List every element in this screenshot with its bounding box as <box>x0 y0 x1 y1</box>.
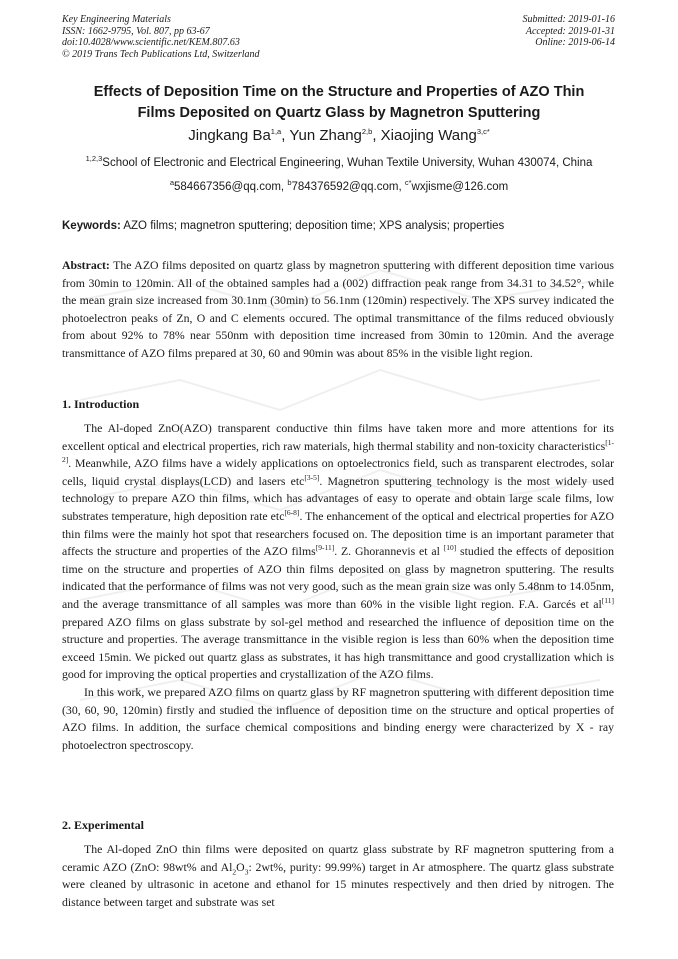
email-marker: c* <box>404 178 412 188</box>
author-marker: 2,b <box>361 127 373 136</box>
email-marker: b <box>287 178 292 188</box>
abstract-label: Abstract: <box>62 258 110 272</box>
paragraph-text: The Al-doped ZnO(AZO) transparent conductive thin films have taken more and more attentions for its excellent optical and electrical properties, rich raw materials, high thermal stability and non-toxicity characteristics <box>62 421 614 453</box>
author-marker: 3,c* <box>476 127 490 136</box>
author-name: Xiaojing Wang <box>380 127 477 144</box>
keywords-label: Keywords: <box>62 220 121 232</box>
paragraph-text: O <box>236 859 245 874</box>
citation-ref[interactable]: [9-11] <box>315 543 335 553</box>
paragraph-text: . Z. Ghorannevis et al <box>334 544 444 559</box>
journal-doi: doi:10.4028/www.scientific.net/KEM.807.63 <box>62 37 240 48</box>
paragraph-text: : 2wt%, purity: 99.99%) target in Ar atmosphere. The quartz glass substrate were cleaned by ultrasonic in acetone and ethanol for 15 minutes respectively and then dried by nitrogen. The distance between target and substrate was set <box>62 859 614 909</box>
email-marker: a <box>169 178 174 188</box>
section-heading-experimental: 2. Experimental <box>62 818 144 832</box>
subscript: 3 <box>244 866 249 876</box>
paper-title-line-2: Films Deposited on Quartz Glass by Magnetron Sputtering <box>137 105 541 121</box>
paragraph-text: . The enhancement of the optical and electrical properties for AZO thin films were the mainly hot spot that researchers focused on. The deposition time is an important parameter that affects the structure and properties of the AZO films <box>62 508 614 559</box>
abstract <box>62 257 614 363</box>
paragraph-text: . Magnetron sputtering technology is the most widely used technology to prepare AZO thin films, which has advantages of easy to operate and obtain large scale films, low substrates temperature, high deposition rate etc <box>62 473 614 523</box>
journal-issn: ISSN: 1662-9795, Vol. 807, pp 63-67 <box>62 25 210 37</box>
paragraph <box>62 841 614 911</box>
citation-ref[interactable]: [1-2] <box>62 437 614 465</box>
journal-header <box>62 14 260 60</box>
paper-title-line-1: Effects of Deposition Time on the Structure and Properties of AZO Thin <box>93 84 585 100</box>
journal-copyright: © 2019 Trans Tech Publications Ltd, Switzerland <box>62 48 260 60</box>
author-separator: , <box>372 127 381 144</box>
online-date: Online: 2019-06-14 <box>535 37 615 48</box>
affiliation-text: School of Electronic and Electrical Engineering, Wuhan Textile University, Wuhan 430074, China <box>102 157 593 169</box>
author-name: Yun Zhang <box>289 127 362 144</box>
experimental-body <box>62 841 614 911</box>
publication-dates <box>523 14 616 49</box>
paragraph-text: . Meanwhile, AZO films have a widely applications on optoelectronics field, such as transparent electrodes, solar cells, liquid crystal displays(LCD) and lasers etc <box>62 456 614 488</box>
citation-ref[interactable]: [3-5] <box>304 472 320 482</box>
affiliation <box>50 156 628 170</box>
email-link[interactable]: 784376592@qq.com, <box>291 181 405 193</box>
keywords <box>62 219 614 233</box>
email-link[interactable]: wxjisme@126.com <box>411 181 509 193</box>
introduction-body <box>62 420 614 754</box>
journal-name: Key Engineering Materials <box>62 14 171 25</box>
abstract-text: The AZO films deposited on quartz glass by magnetron sputtering with different deposition time various from 30min to 120min. All of the obtained samples had a (002) diffraction peak range from 34.31 to 34.52°, while the mean grain size increased from 30.1nm (30min) to 56.1nm (120min) respectively. The XPS survey indicated the photoelectron peaks of Zn, O and C elements occured. The optimal transmittance of the films reduced obviously from about 92% to 78% near 550nm with deposition time increased from 30min to 120min. And the average transmittance of AZO films prepared at 30, 60 and 90min was about 85% in the visible light region. <box>62 258 614 360</box>
citation-ref[interactable]: [6-8] <box>284 508 300 518</box>
keywords-text: AZO films; magnetron sputtering; deposition time; XPS analysis; properties <box>120 220 505 232</box>
email-link[interactable]: 584667356@qq.com, <box>173 181 288 193</box>
paragraph-text: The Al-doped ZnO thin films were deposited on quartz glass substrate by RF magnetron sputtering from a ceramic AZO (ZnO: 98wt% and Al <box>62 842 614 874</box>
paper-title <box>50 82 628 124</box>
paragraph-text: studied the effects of deposition time on the structure and properties of AZO thin films deposited on glass by magnetron sputtering. The results indicated that the performance of films was not very good, such as the mean grain size was only 5.48nm to 14.05nm, and the average transmittance of all samples was more than 60% in the visible light region. F.A. Garcés et al <box>62 544 614 611</box>
author-marker: 1,a <box>270 127 282 136</box>
author-separator: , <box>281 127 290 144</box>
paragraph <box>62 420 614 684</box>
author-emails <box>50 180 628 194</box>
accepted-date: Accepted: 2019-01-31 <box>525 25 615 37</box>
author-name: Jingkang Ba <box>188 127 271 144</box>
paragraph-text: prepared AZO films on glass substrate by sol-gel method and researched the influence of deposition time on the structure and properties. The average transmittance in the visible region is less than 60% when the deposition time exceed 15min. We picked out quartz glass as substrates, it has high transmittance and good crystallization which is good for improving the optical properties and crystallization of the AZO films. <box>62 614 614 682</box>
citation-ref[interactable]: [10] <box>443 543 457 553</box>
author-list <box>50 126 628 146</box>
affiliation-marker: 1,2,3 <box>85 154 103 164</box>
subscript: 2 <box>232 866 237 876</box>
section-heading-introduction: 1. Introduction <box>62 397 140 411</box>
submitted-date: Submitted: 2019-01-16 <box>522 14 615 25</box>
paragraph: In this work, we prepared AZO films on quartz glass by RF magnetron sputtering with different deposition time (30, 60, 90, 120min) firstly and studied the influence of deposition time on the structure and optical properties of AZO films. In addition, the surface chemical compositions and binding energy were characterized by X - ray photoelectron spectroscopy. <box>62 684 614 752</box>
citation-ref[interactable]: [11] <box>601 596 614 606</box>
